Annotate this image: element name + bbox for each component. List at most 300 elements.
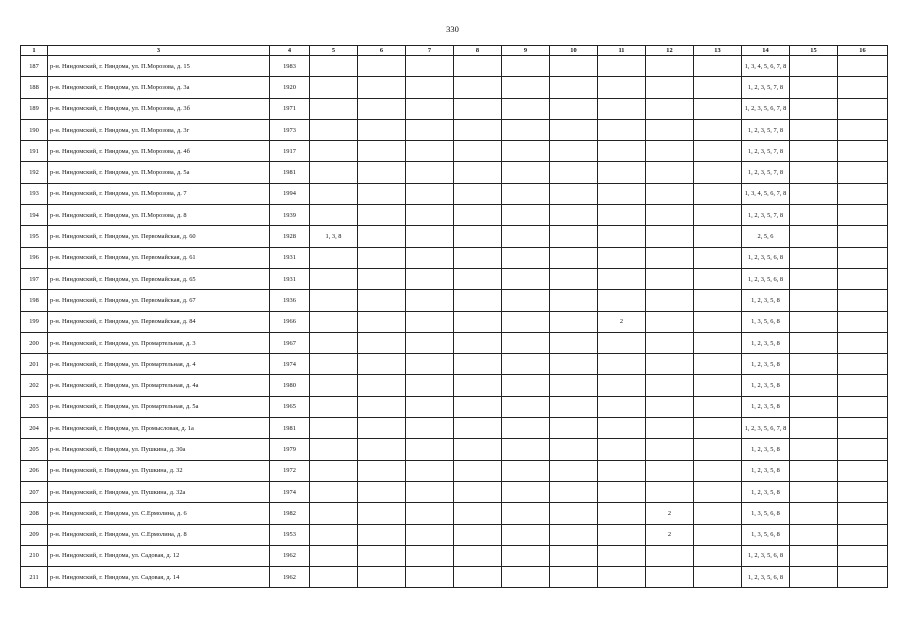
empty-cell: [406, 98, 454, 119]
column-12-cell: [646, 98, 694, 119]
address-cell: р-н. Няндомский, г. Няндома, ул. Первомайская, д. 61: [48, 247, 270, 268]
column-11-cell: [598, 98, 646, 119]
empty-cell: [838, 247, 888, 268]
address-cell: р-н. Няндомский, г. Няндома, ул. П.Морозова, д. 3а: [48, 77, 270, 98]
column-5-cell: [310, 503, 358, 524]
column-14-cell: 1, 2, 3, 5, 8: [742, 439, 790, 460]
empty-cell: [358, 524, 406, 545]
row-number-cell: 195: [21, 226, 48, 247]
row-number-cell: 193: [21, 183, 48, 204]
row-number-cell: 205: [21, 439, 48, 460]
column-14-cell: 1, 2, 3, 5, 7, 8: [742, 205, 790, 226]
column-12-cell: [646, 119, 694, 140]
column-header-4: 4: [270, 46, 310, 56]
address-cell: р-н. Няндомский, г. Няндома, ул. С.Ермолина, д. 8: [48, 524, 270, 545]
year-cell: 1962: [270, 567, 310, 588]
table-row: [21, 226, 888, 247]
row-number-cell: 199: [21, 311, 48, 332]
table-row: [21, 77, 888, 98]
empty-cell: [502, 354, 550, 375]
empty-cell: [838, 290, 888, 311]
empty-cell: [454, 375, 502, 396]
year-cell: 1920: [270, 77, 310, 98]
empty-cell: [406, 545, 454, 566]
year-cell: 1972: [270, 460, 310, 481]
row-number-cell: 187: [21, 56, 48, 77]
column-5-cell: [310, 56, 358, 77]
empty-cell: [790, 311, 838, 332]
address-cell: р-н. Няндомский, г. Няндома, ул. Промысловая, д. 1а: [48, 418, 270, 439]
empty-cell: [838, 567, 888, 588]
housing-register-table: [20, 45, 888, 588]
empty-cell: [502, 77, 550, 98]
column-12-cell: [646, 162, 694, 183]
empty-cell: [694, 481, 742, 502]
year-cell: 1939: [270, 205, 310, 226]
empty-cell: [550, 183, 598, 204]
year-cell: 1981: [270, 162, 310, 183]
column-12-cell: [646, 460, 694, 481]
column-11-cell: [598, 332, 646, 353]
empty-cell: [838, 439, 888, 460]
column-14-cell: 1, 2, 3, 5, 6, 8: [742, 545, 790, 566]
empty-cell: [790, 332, 838, 353]
table-row: [21, 247, 888, 268]
year-cell: 1936: [270, 290, 310, 311]
column-5-cell: [310, 396, 358, 417]
address-cell: р-н. Няндомский, г. Няндома, ул. П.Морозова, д. 8: [48, 205, 270, 226]
empty-cell: [694, 545, 742, 566]
table-row: [21, 418, 888, 439]
column-11-cell: [598, 524, 646, 545]
address-cell: р-н. Няндомский, г. Няндома, ул. П.Морозова, д. 7: [48, 183, 270, 204]
empty-cell: [694, 183, 742, 204]
column-11-cell: [598, 503, 646, 524]
empty-cell: [502, 56, 550, 77]
row-number-cell: 197: [21, 268, 48, 289]
empty-cell: [838, 481, 888, 502]
address-cell: р-н. Няндомский, г. Няндома, ул. Садовая, д. 12: [48, 545, 270, 566]
address-cell: р-н. Няндомский, г. Няндома, ул. Пушкина, д. 30а: [48, 439, 270, 460]
empty-cell: [358, 418, 406, 439]
column-5-cell: [310, 332, 358, 353]
empty-cell: [358, 332, 406, 353]
year-cell: 1980: [270, 375, 310, 396]
year-cell: 1962: [270, 545, 310, 566]
year-cell: 1966: [270, 311, 310, 332]
column-5-cell: [310, 183, 358, 204]
address-cell: р-н. Няндомский, г. Няндома, ул. Садовая, д. 14: [48, 567, 270, 588]
empty-cell: [550, 439, 598, 460]
empty-cell: [406, 439, 454, 460]
row-number-cell: 209: [21, 524, 48, 545]
empty-cell: [838, 141, 888, 162]
year-cell: 1979: [270, 439, 310, 460]
column-11-cell: [598, 439, 646, 460]
year-cell: 1931: [270, 247, 310, 268]
column-14-cell: 1, 2, 3, 5, 8: [742, 290, 790, 311]
column-header-13: 13: [694, 46, 742, 56]
column-11-cell: [598, 268, 646, 289]
column-11-cell: [598, 56, 646, 77]
empty-cell: [406, 354, 454, 375]
column-11-cell: [598, 396, 646, 417]
table-row: [21, 141, 888, 162]
empty-cell: [502, 545, 550, 566]
empty-cell: [358, 290, 406, 311]
empty-cell: [454, 332, 502, 353]
column-14-cell: 1, 2, 3, 5, 6, 7, 8: [742, 418, 790, 439]
empty-cell: [502, 311, 550, 332]
empty-cell: [694, 205, 742, 226]
empty-cell: [550, 481, 598, 502]
table-row: [21, 56, 888, 77]
empty-cell: [406, 141, 454, 162]
column-11-cell: [598, 354, 646, 375]
address-cell: р-н. Няндомский, г. Няндома, ул. Первомайская, д. 65: [48, 268, 270, 289]
column-5-cell: [310, 418, 358, 439]
column-14-cell: 1, 3, 4, 5, 6, 7, 8: [742, 183, 790, 204]
column-header-1: 1: [21, 46, 48, 56]
table-row: [21, 332, 888, 353]
column-11-cell: [598, 567, 646, 588]
empty-cell: [454, 567, 502, 588]
empty-cell: [790, 205, 838, 226]
column-5-cell: [310, 98, 358, 119]
empty-cell: [454, 439, 502, 460]
year-cell: 1974: [270, 481, 310, 502]
address-cell: р-н. Няндомский, г. Няндома, ул. Пушкина, д. 32а: [48, 481, 270, 502]
empty-cell: [694, 226, 742, 247]
row-number-cell: 203: [21, 396, 48, 417]
empty-cell: [358, 268, 406, 289]
empty-cell: [694, 375, 742, 396]
column-11-cell: 2: [598, 311, 646, 332]
year-cell: 1967: [270, 332, 310, 353]
column-14-cell: 1, 2, 3, 5, 7, 8: [742, 119, 790, 140]
empty-cell: [550, 354, 598, 375]
empty-cell: [550, 396, 598, 417]
column-14-cell: 1, 2, 3, 5, 7, 8: [742, 77, 790, 98]
empty-cell: [358, 183, 406, 204]
empty-cell: [790, 354, 838, 375]
address-cell: р-н. Няндомский, г. Няндома, ул. П.Морозова, д. 5а: [48, 162, 270, 183]
table-row: [21, 524, 888, 545]
empty-cell: [550, 205, 598, 226]
empty-cell: [550, 418, 598, 439]
empty-cell: [550, 247, 598, 268]
empty-cell: [790, 545, 838, 566]
empty-cell: [694, 503, 742, 524]
empty-cell: [454, 226, 502, 247]
empty-cell: [502, 162, 550, 183]
year-cell: 1953: [270, 524, 310, 545]
column-12-cell: [646, 418, 694, 439]
table-row: [21, 205, 888, 226]
row-number-cell: 198: [21, 290, 48, 311]
empty-cell: [406, 375, 454, 396]
empty-cell: [838, 183, 888, 204]
address-cell: р-н. Няндомский, г. Няндома, ул. С.Ермолина, д. 6: [48, 503, 270, 524]
empty-cell: [406, 311, 454, 332]
empty-cell: [694, 332, 742, 353]
column-header-9: 9: [502, 46, 550, 56]
column-5-cell: [310, 268, 358, 289]
empty-cell: [502, 375, 550, 396]
empty-cell: [694, 98, 742, 119]
column-12-cell: [646, 396, 694, 417]
empty-cell: [550, 332, 598, 353]
empty-cell: [358, 56, 406, 77]
empty-cell: [550, 503, 598, 524]
empty-cell: [502, 205, 550, 226]
table-row: [21, 567, 888, 588]
empty-cell: [502, 141, 550, 162]
empty-cell: [550, 545, 598, 566]
empty-cell: [454, 183, 502, 204]
year-cell: 1931: [270, 268, 310, 289]
column-5-cell: [310, 205, 358, 226]
column-12-cell: [646, 141, 694, 162]
empty-cell: [502, 247, 550, 268]
column-header-15: 15: [790, 46, 838, 56]
column-12-cell: [646, 226, 694, 247]
column-12-cell: [646, 205, 694, 226]
empty-cell: [694, 77, 742, 98]
column-5-cell: [310, 162, 358, 183]
empty-cell: [454, 268, 502, 289]
empty-cell: [454, 56, 502, 77]
column-11-cell: [598, 205, 646, 226]
row-number-cell: 194: [21, 205, 48, 226]
empty-cell: [838, 545, 888, 566]
address-cell: р-н. Няндомский, г. Няндома, ул. П.Морозова, д. 3б: [48, 98, 270, 119]
empty-cell: [838, 268, 888, 289]
empty-cell: [790, 375, 838, 396]
empty-cell: [790, 141, 838, 162]
table-row: [21, 545, 888, 566]
empty-cell: [406, 268, 454, 289]
column-5-cell: [310, 375, 358, 396]
empty-cell: [790, 77, 838, 98]
empty-cell: [454, 141, 502, 162]
empty-cell: [406, 183, 454, 204]
empty-cell: [838, 524, 888, 545]
address-cell: р-н. Няндомский, г. Няндома, ул. Первомайская, д. 60: [48, 226, 270, 247]
empty-cell: [790, 418, 838, 439]
column-header-16: 16: [838, 46, 888, 56]
column-14-cell: 1, 2, 3, 5, 8: [742, 375, 790, 396]
empty-cell: [406, 524, 454, 545]
table-row: [21, 183, 888, 204]
address-cell: р-н. Няндомский, г. Няндома, ул. Промартельная, д. 5а: [48, 396, 270, 417]
column-5-cell: [310, 481, 358, 502]
table-row: [21, 375, 888, 396]
column-14-cell: 1, 2, 3, 5, 8: [742, 460, 790, 481]
column-5-cell: [310, 119, 358, 140]
empty-cell: [550, 162, 598, 183]
column-12-cell: [646, 183, 694, 204]
column-12-cell: [646, 354, 694, 375]
empty-cell: [550, 268, 598, 289]
column-5-cell: [310, 141, 358, 162]
row-number-cell: 191: [21, 141, 48, 162]
column-12-cell: [646, 439, 694, 460]
table-row: [21, 162, 888, 183]
column-14-cell: 1, 2, 3, 5, 6, 8: [742, 268, 790, 289]
empty-cell: [790, 119, 838, 140]
column-5-cell: [310, 460, 358, 481]
empty-cell: [694, 354, 742, 375]
column-11-cell: [598, 183, 646, 204]
address-cell: р-н. Няндомский, г. Няндома, ул. П.Морозова, д. 4б: [48, 141, 270, 162]
empty-cell: [838, 77, 888, 98]
row-number-cell: 201: [21, 354, 48, 375]
row-number-cell: 190: [21, 119, 48, 140]
empty-cell: [406, 205, 454, 226]
empty-cell: [502, 460, 550, 481]
empty-cell: [550, 119, 598, 140]
empty-cell: [694, 567, 742, 588]
column-11-cell: [598, 141, 646, 162]
row-number-cell: 188: [21, 77, 48, 98]
empty-cell: [694, 418, 742, 439]
empty-cell: [454, 503, 502, 524]
empty-cell: [358, 375, 406, 396]
empty-cell: [838, 119, 888, 140]
empty-cell: [550, 98, 598, 119]
empty-cell: [454, 162, 502, 183]
empty-cell: [790, 567, 838, 588]
empty-cell: [694, 162, 742, 183]
empty-cell: [838, 460, 888, 481]
table-row: [21, 396, 888, 417]
empty-cell: [406, 481, 454, 502]
table-row: [21, 354, 888, 375]
empty-cell: [358, 460, 406, 481]
table-row: [21, 439, 888, 460]
row-number-cell: 208: [21, 503, 48, 524]
column-11-cell: [598, 418, 646, 439]
empty-cell: [790, 503, 838, 524]
column-12-cell: [646, 77, 694, 98]
address-cell: р-н. Няндомский, г. Няндома, ул. П.Морозова, д. 15: [48, 56, 270, 77]
empty-cell: [790, 268, 838, 289]
empty-cell: [502, 567, 550, 588]
year-cell: 1973: [270, 119, 310, 140]
empty-cell: [358, 247, 406, 268]
column-12-cell: [646, 567, 694, 588]
empty-cell: [550, 290, 598, 311]
year-cell: 1983: [270, 56, 310, 77]
column-14-cell: 1, 2, 3, 5, 8: [742, 354, 790, 375]
column-14-cell: 1, 3, 5, 6, 8: [742, 524, 790, 545]
column-12-cell: [646, 268, 694, 289]
year-cell: 1982: [270, 503, 310, 524]
row-number-cell: 192: [21, 162, 48, 183]
empty-cell: [502, 268, 550, 289]
empty-cell: [790, 162, 838, 183]
column-12-cell: [646, 375, 694, 396]
column-11-cell: [598, 460, 646, 481]
address-cell: р-н. Няндомский, г. Няндома, ул. Первомайская, д. 67: [48, 290, 270, 311]
column-14-cell: 1, 2, 3, 5, 8: [742, 332, 790, 353]
year-cell: 1981: [270, 418, 310, 439]
empty-cell: [502, 183, 550, 204]
column-14-cell: 1, 2, 3, 5, 8: [742, 481, 790, 502]
column-11-cell: [598, 545, 646, 566]
empty-cell: [694, 141, 742, 162]
empty-cell: [358, 311, 406, 332]
table-row: [21, 481, 888, 502]
address-cell: р-н. Няндомский, г. Няндома, ул. Первомайская, д. 84: [48, 311, 270, 332]
empty-cell: [502, 439, 550, 460]
empty-cell: [454, 119, 502, 140]
empty-cell: [406, 247, 454, 268]
empty-cell: [694, 439, 742, 460]
empty-cell: [550, 311, 598, 332]
address-cell: р-н. Няндомский, г. Няндома, ул. Промартельная, д. 4: [48, 354, 270, 375]
column-12-cell: [646, 481, 694, 502]
table-row: [21, 290, 888, 311]
empty-cell: [454, 545, 502, 566]
column-12-cell: 2: [646, 503, 694, 524]
address-cell: р-н. Няндомский, г. Няндома, ул. Промартельная, д. 4а: [48, 375, 270, 396]
empty-cell: [502, 119, 550, 140]
empty-cell: [358, 98, 406, 119]
empty-cell: [694, 268, 742, 289]
header-row: [21, 46, 888, 56]
empty-cell: [694, 119, 742, 140]
empty-cell: [550, 375, 598, 396]
empty-cell: [406, 290, 454, 311]
empty-cell: [694, 524, 742, 545]
column-5-cell: [310, 567, 358, 588]
empty-cell: [838, 56, 888, 77]
empty-cell: [790, 439, 838, 460]
column-header-11: 11: [598, 46, 646, 56]
table-row: [21, 119, 888, 140]
column-header-7: 7: [406, 46, 454, 56]
year-cell: 1994: [270, 183, 310, 204]
empty-cell: [502, 524, 550, 545]
empty-cell: [358, 354, 406, 375]
empty-cell: [358, 567, 406, 588]
row-number-cell: 211: [21, 567, 48, 588]
column-11-cell: [598, 481, 646, 502]
empty-cell: [838, 354, 888, 375]
empty-cell: [406, 332, 454, 353]
empty-cell: [358, 481, 406, 502]
empty-cell: [838, 375, 888, 396]
empty-cell: [454, 354, 502, 375]
empty-cell: [454, 290, 502, 311]
empty-cell: [358, 205, 406, 226]
empty-cell: [406, 503, 454, 524]
empty-cell: [502, 98, 550, 119]
column-header-3: 3: [48, 46, 270, 56]
empty-cell: [694, 290, 742, 311]
empty-cell: [838, 98, 888, 119]
year-cell: 1928: [270, 226, 310, 247]
empty-cell: [358, 226, 406, 247]
empty-cell: [502, 396, 550, 417]
address-cell: р-н. Няндомский, г. Няндома, ул. П.Морозова, д. 3г: [48, 119, 270, 140]
empty-cell: [790, 396, 838, 417]
empty-cell: [790, 290, 838, 311]
year-cell: 1965: [270, 396, 310, 417]
empty-cell: [790, 183, 838, 204]
